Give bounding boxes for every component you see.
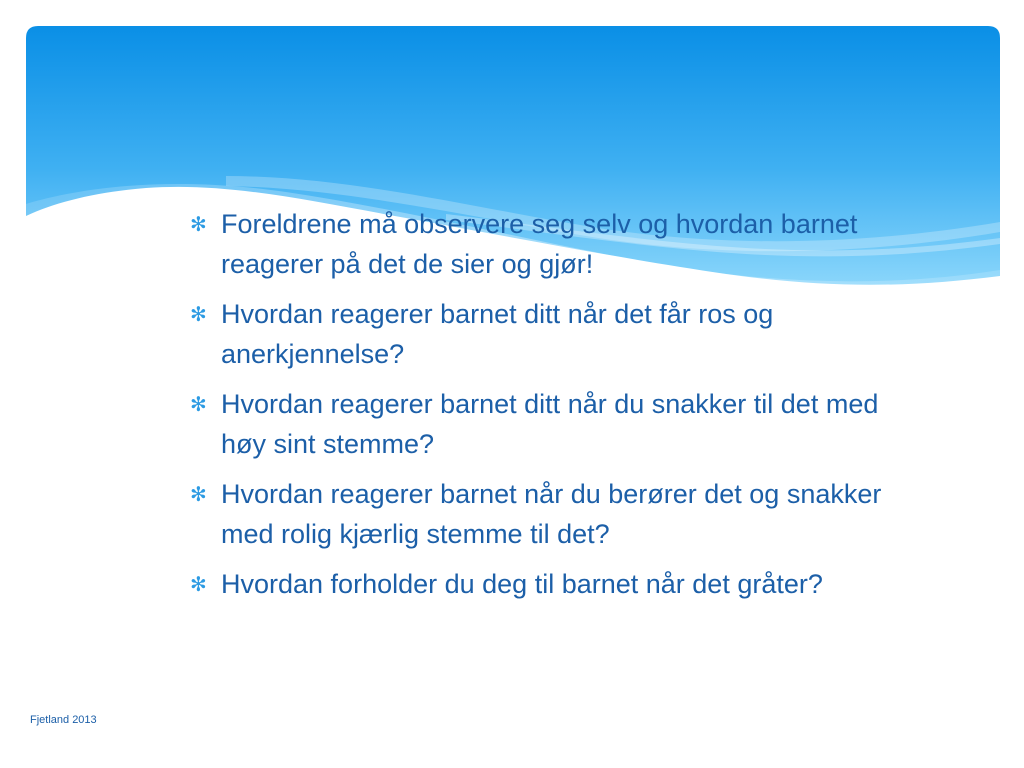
list-item — [186, 204, 916, 284]
list-item — [186, 474, 916, 554]
bullet-text: Foreldrene må observere seg selv og hvordan barnet reagerer på det de sier og gjør! — [221, 209, 858, 279]
bullet-text: Hvordan reagerer barnet ditt når du snakker til det med høy sint stemme? — [221, 389, 879, 459]
asterisk-icon: ✻ — [190, 574, 207, 596]
bullet-text: Hvordan reagerer barnet når du berører det og snakker med rolig kjærlig stemme til det? — [221, 479, 882, 549]
asterisk-icon: ✻ — [190, 214, 207, 236]
asterisk-icon: ✻ — [190, 394, 207, 416]
bullet-text: Hvordan forholder du deg til barnet når det gråter? — [221, 569, 823, 599]
asterisk-icon: ✻ — [190, 304, 207, 326]
bullet-text: Hvordan reagerer barnet ditt når det får ros og anerkjennelse? — [221, 299, 774, 369]
list-item — [186, 384, 916, 464]
bullet-list — [186, 204, 916, 614]
asterisk-icon: ✻ — [190, 484, 207, 506]
list-item — [186, 564, 916, 604]
list-item — [186, 294, 916, 374]
footer-credit: Fjetland 2013 — [30, 714, 97, 726]
